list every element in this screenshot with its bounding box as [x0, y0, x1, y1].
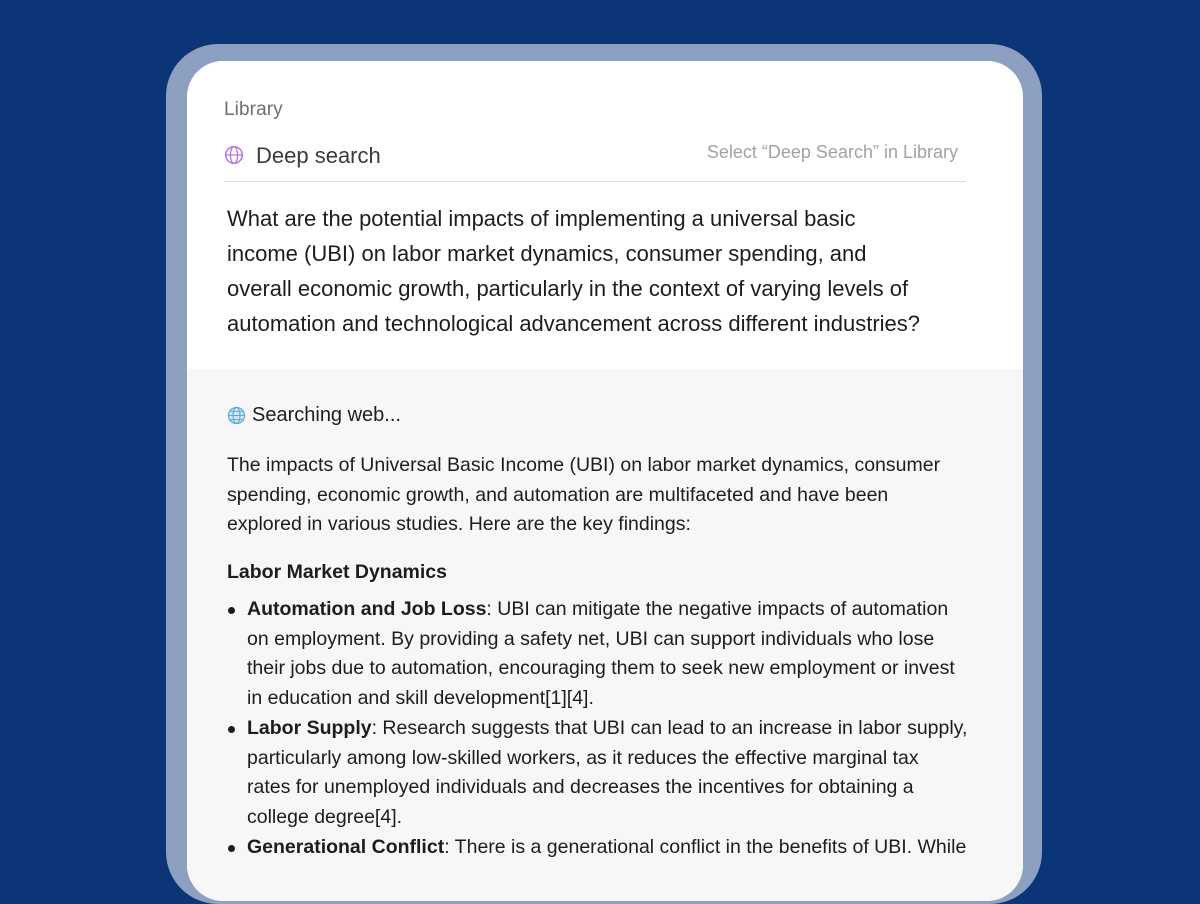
- bullet-term: Labor Supply: [247, 716, 372, 739]
- bullet-text: : UBI can mitigate the negative impacts of automation: [486, 598, 949, 620]
- deep-search-mode-row[interactable]: [224, 139, 966, 182]
- list-item: [227, 595, 1007, 714]
- intro-line: explored in various studies. Here are the key findings:: [227, 513, 691, 535]
- globe-icon: [224, 145, 244, 165]
- library-label[interactable]: Library: [224, 99, 283, 120]
- bullet-term: Generational Conflict: [247, 835, 445, 858]
- bullet-text: : Research suggests that UBI can lead to an increase in labor supply,: [371, 716, 968, 739]
- bullet-line: in education and skill development[1][4].: [247, 687, 594, 710]
- query-line: overall economic growth, particularly in the context of varying levels of: [227, 276, 909, 301]
- bullet-text: : There is a generational conflict in the benefits of UBI. While: [444, 835, 967, 858]
- list-item: [227, 714, 1007, 833]
- bullet-line: [247, 714, 1007, 744]
- answer-panel: [187, 369, 1023, 901]
- answer-intro: [227, 451, 987, 540]
- bullet-line: [247, 833, 1007, 863]
- bullet-line: particularly among low-skilled workers, as it reduces the effective marginal tax: [247, 746, 919, 769]
- bullet-dot: [228, 726, 235, 733]
- query-panel: [187, 61, 1023, 369]
- globe-icon: [227, 406, 246, 425]
- intro-line: spending, economic growth, and automation are multifaceted and have been: [227, 483, 889, 506]
- bullet-dot: [228, 607, 235, 614]
- bullet-line: [247, 595, 1007, 625]
- query-line: automation and technological advancement across different industries?: [227, 311, 921, 336]
- section-heading: Labor Market Dynamics: [227, 561, 447, 583]
- bullet-line: rates for unemployed individuals and decreases the incentives for obtaining a: [247, 776, 914, 799]
- query-line: income (UBI) on labor market dynamics, consumer spending, and: [227, 241, 867, 266]
- query-text: [227, 201, 967, 341]
- deep-search-label: Deep search: [256, 143, 381, 168]
- list-item: [227, 833, 1007, 863]
- intro-line: The impacts of Universal Basic Income (UBI) on labor market dynamics, consumer: [227, 454, 941, 476]
- status-text: Searching web...: [252, 404, 401, 426]
- bullet-dot: [228, 845, 235, 852]
- bullet-line: college degree[4].: [247, 805, 403, 828]
- findings-list: [227, 595, 1007, 862]
- deep-search-hint: Select “Deep Search” in Library: [706, 142, 958, 162]
- search-card: [187, 61, 1023, 901]
- bullet-line: their jobs due to automation, encouraging them to seek new employment or invest: [247, 657, 955, 680]
- bullet-term: Automation and Job Loss: [247, 598, 487, 620]
- bullet-line: on employment. By providing a safety net, UBI can support individuals who lose: [247, 627, 935, 650]
- query-line: What are the potential impacts of implementing a universal basic: [227, 206, 856, 231]
